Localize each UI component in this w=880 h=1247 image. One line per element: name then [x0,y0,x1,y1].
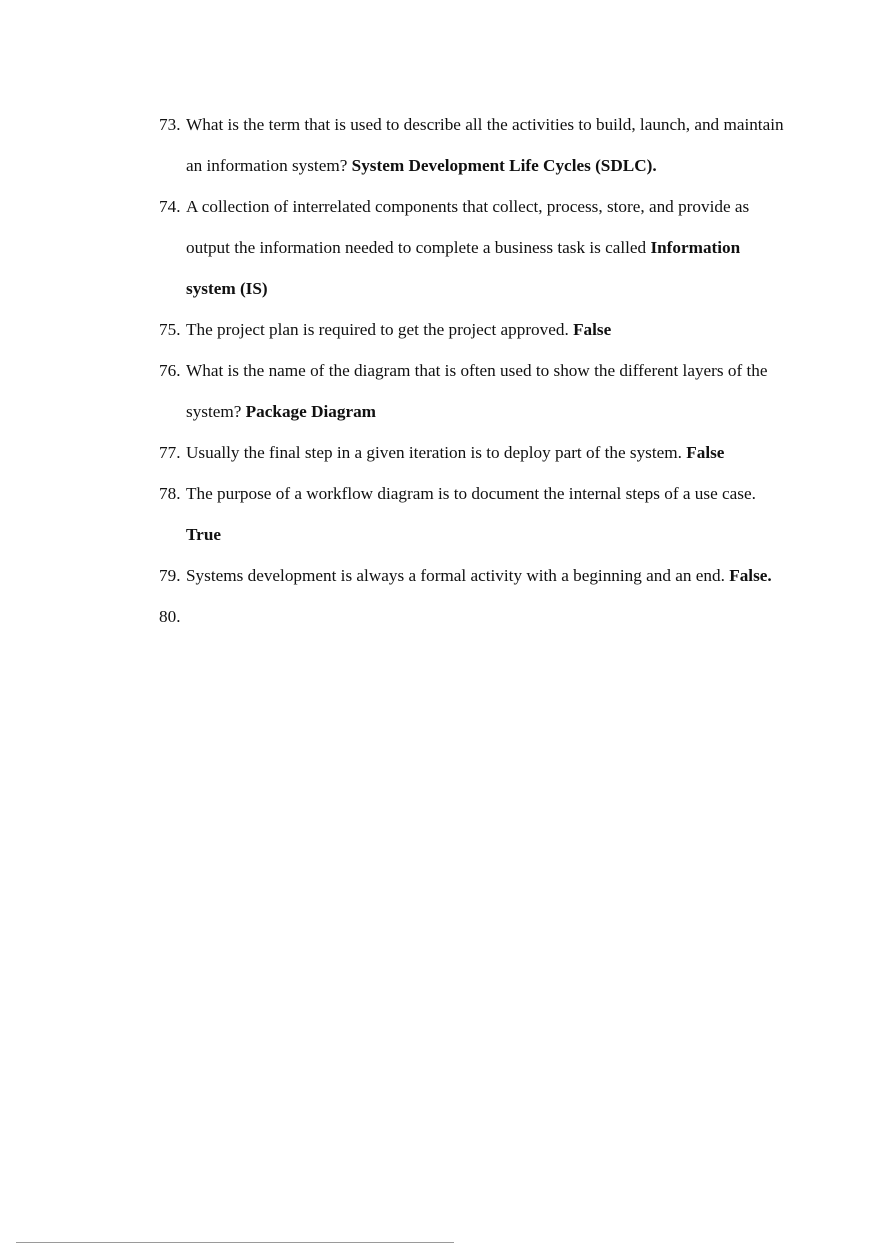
answer-text: True [186,525,222,544]
question-text: The project plan is required to get the project approved. [186,320,574,339]
question-item-79 [159,555,784,596]
answer-text: Information system (IS) [186,238,741,298]
question-number: 74. [159,197,181,216]
answer-text: False [573,320,612,339]
question-text: Usually the final step in a given iteration is to deploy part of the system. [186,443,687,462]
question-item-77 [159,432,784,473]
question-number: 77. [159,443,181,462]
footnote-divider [16,1242,454,1243]
question-number: 75. [159,320,181,339]
answer-text: False. [729,566,772,585]
answer-text: False [686,443,725,462]
question-number: 80. [159,607,181,626]
question-item-78 [159,473,784,555]
question-item-74 [159,186,784,309]
question-text: Systems development is always a formal activity with a beginning and an end. [186,566,730,585]
answer-text: System Development Life Cycles (SDLC). [351,156,657,175]
question-text: A collection of interrelated components that collect, process, store, and provide as output the information needed to complete a business task is called [186,197,750,257]
question-item-76 [159,350,784,432]
question-list [159,104,784,626]
question-number: 73. [159,115,181,134]
question-text: The purpose of a workflow diagram is to document the internal steps of a use case. [186,484,756,503]
question-text: What is the term that is used to describe all the activities to build, launch, and maintain an information system? [186,115,784,175]
question-item-73 [159,104,784,186]
answer-text: Package Diagram [245,402,376,421]
question-item-75 [159,309,784,350]
question-number: 76. [159,361,181,380]
question-text: What is the name of the diagram that is often used to show the different layers of the system? [186,361,768,421]
question-number: 79. [159,566,181,585]
question-number: 78. [159,484,181,503]
